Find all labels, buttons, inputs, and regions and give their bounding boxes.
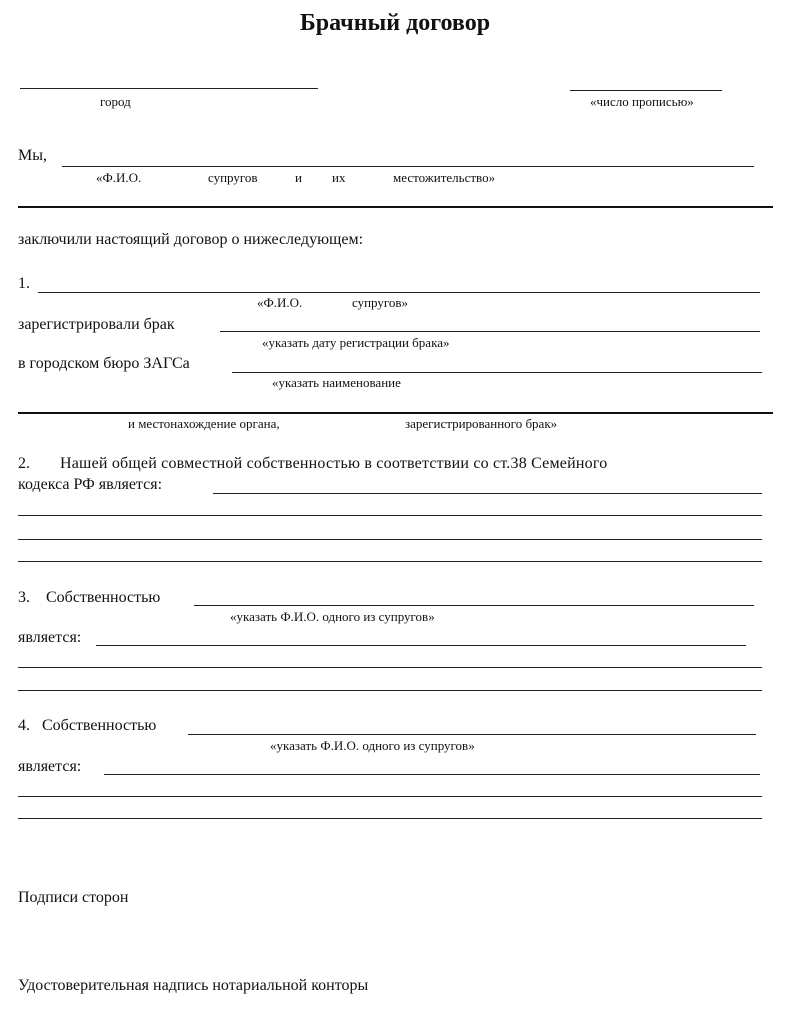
spouses-field-line[interactable] bbox=[62, 166, 754, 167]
section4-is-label: является: bbox=[18, 758, 82, 775]
caption-spouses: супругов bbox=[208, 170, 258, 185]
section3-property-line-1[interactable] bbox=[96, 645, 746, 646]
section3-label: Собственностью bbox=[46, 589, 161, 606]
section1-caption-spouses: супругов» bbox=[352, 295, 409, 310]
registered-label: зарегистрировали брак bbox=[18, 316, 175, 333]
section1-number: 1. bbox=[18, 275, 30, 292]
registry-label: в городском бюро ЗАГСа bbox=[18, 355, 190, 372]
joint-property-line-3[interactable] bbox=[18, 539, 762, 540]
caption-registration-date: «указать дату регистрации брака» bbox=[262, 335, 450, 350]
section4-label: Собственностью bbox=[42, 717, 157, 734]
city-field-line[interactable] bbox=[20, 88, 318, 89]
section1-spouses-line[interactable] bbox=[38, 292, 760, 293]
caption-registry-location: и местонахождение органа, bbox=[128, 416, 280, 431]
document-title: Брачный договор bbox=[299, 10, 491, 36]
section4-caption: «указать Ф.И.О. одного из супругов» bbox=[270, 738, 475, 753]
section2-text-line2: кодекса РФ является: bbox=[18, 476, 163, 493]
section3-spouse-line[interactable] bbox=[194, 605, 754, 606]
registry-location-line[interactable] bbox=[18, 412, 773, 414]
caption-registry-name: «указать наименование bbox=[272, 375, 401, 390]
caption-their: их bbox=[332, 170, 346, 185]
section1-caption-fio: «Ф.И.О. bbox=[257, 295, 303, 310]
signatures-label: Подписи сторон bbox=[18, 889, 129, 906]
section2-text-line1: Нашей общей совместной собственностью в соответствии со ст.38 Семейного bbox=[60, 455, 608, 472]
section4-property-line-3[interactable] bbox=[18, 818, 762, 819]
section3-number: 3. bbox=[18, 589, 30, 606]
section4-property-line-2[interactable] bbox=[18, 796, 762, 797]
section4-property-line-1[interactable] bbox=[104, 774, 760, 775]
we-label: Мы, bbox=[18, 147, 47, 164]
section4-number: 4. bbox=[18, 717, 30, 734]
notary-label: Удостоверительная надпись нотариальной конторы bbox=[18, 977, 369, 994]
section3-caption: «указать Ф.И.О. одного из супругов» bbox=[230, 609, 435, 624]
caption-residence: местожительство» bbox=[393, 170, 496, 185]
section4-spouse-line[interactable] bbox=[188, 734, 756, 735]
section3-is-label: является: bbox=[18, 629, 82, 646]
joint-property-line-4[interactable] bbox=[18, 561, 762, 562]
section3-property-line-2[interactable] bbox=[18, 667, 762, 668]
registry-name-line[interactable] bbox=[232, 372, 762, 373]
caption-fio: «Ф.И.О. bbox=[96, 170, 142, 185]
date-field-line[interactable] bbox=[570, 90, 722, 91]
section3-property-line-3[interactable] bbox=[18, 690, 762, 691]
section2-number: 2. bbox=[18, 455, 30, 472]
residence-field-line[interactable] bbox=[18, 206, 773, 208]
registration-date-line[interactable] bbox=[220, 331, 760, 332]
joint-property-line-1[interactable] bbox=[213, 493, 762, 494]
caption-registered-marriage: зарегистрированного брак» bbox=[405, 416, 558, 431]
city-caption: город bbox=[100, 94, 131, 109]
date-caption: «число прописью» bbox=[590, 94, 694, 109]
caption-and: и bbox=[295, 170, 302, 185]
intro-text: заключили настоящий договор о нижеследующем: bbox=[18, 231, 364, 248]
joint-property-line-2[interactable] bbox=[18, 515, 762, 516]
